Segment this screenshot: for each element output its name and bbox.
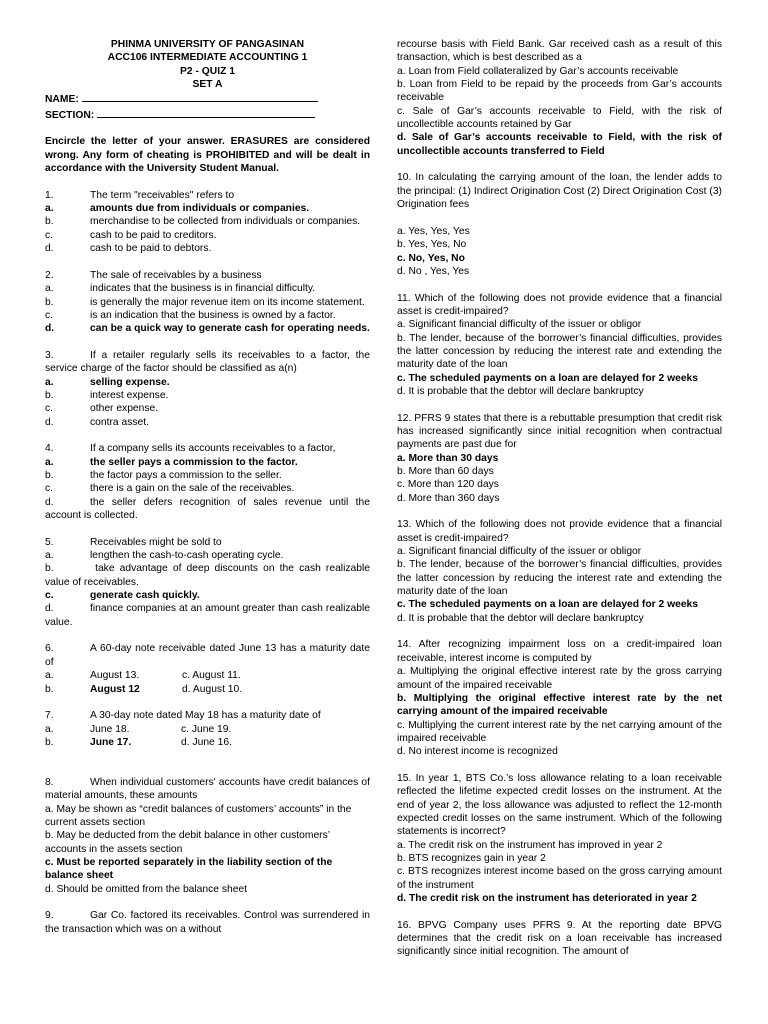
quiz-title: P2 - QUIZ 1 bbox=[180, 65, 235, 77]
question-stem: The term "receivables" refers to bbox=[90, 189, 235, 201]
name-line bbox=[45, 91, 370, 106]
choice-c: c. Multiplying the current interest rate by the net carrying amount of the impaired receivable bbox=[397, 719, 722, 744]
question-3 bbox=[45, 349, 370, 376]
choice-letter: c. bbox=[45, 309, 54, 321]
question-11: 11. Which of the following does not provide evidence that a financial asset is credit-impaired? bbox=[397, 292, 722, 317]
choice-row-ac bbox=[45, 723, 370, 736]
choice-letter: a. bbox=[45, 203, 54, 215]
choice-c: c. More than 120 days bbox=[397, 479, 499, 491]
section-blank bbox=[97, 107, 315, 118]
choice-letter: a. bbox=[45, 670, 54, 682]
choice-b: b. BTS recognizes gain in year 2 bbox=[397, 852, 546, 864]
choice-text: merchandise to be collected from individuals or companies. bbox=[90, 216, 361, 228]
choice-d bbox=[45, 242, 370, 255]
name-label: NAME: bbox=[45, 94, 79, 106]
choice-a bbox=[45, 376, 370, 389]
question-14: 14. After recognizing impairment loss on a credit-impaired loan receivable, interest income is computed by bbox=[397, 639, 722, 664]
choice-letter: d. bbox=[45, 243, 54, 255]
question-2 bbox=[45, 269, 370, 282]
question-number: 8. bbox=[45, 776, 54, 788]
choice-text: cash to be paid to debtors. bbox=[90, 243, 212, 255]
choice-text: the seller pays a commission to the factor. bbox=[90, 456, 298, 468]
choice-letter: d. bbox=[45, 603, 54, 615]
choice-text: generate cash quickly. bbox=[90, 590, 200, 602]
choice-letter: b. bbox=[45, 296, 54, 308]
choice-text: indicates that the business is in financial difficulty. bbox=[90, 283, 316, 295]
choice-d: d. Sale of Gar’s accounts receivable to Field, with the risk of uncollectible accounts transferred to Field bbox=[397, 132, 722, 157]
choice-letter: a. bbox=[45, 550, 54, 562]
question-13: 13. Which of the following does not provide evidence that a financial asset is credit-impaired? bbox=[397, 519, 722, 544]
choice-c bbox=[45, 482, 370, 495]
choice-a: a. Yes, Yes, Yes bbox=[397, 225, 470, 237]
choice-letter: a. bbox=[45, 723, 54, 735]
choice-a: a. Loan from Field collateralized by Gar’s accounts receivable bbox=[397, 65, 679, 77]
choice-text: take advantage of deep discounts on the cash realizable value of receivables. bbox=[45, 563, 370, 588]
choice-letter: c. bbox=[45, 403, 54, 415]
choice-a-text: June 18. bbox=[90, 723, 130, 735]
choice-text: interest expense. bbox=[90, 389, 169, 401]
choice-c: c. BTS recognizes interest income based on the gross carrying amount of the instrument bbox=[397, 866, 722, 891]
question-number: 6. bbox=[45, 643, 54, 655]
section-line bbox=[45, 107, 370, 122]
choice-row-ac bbox=[45, 669, 370, 682]
choice-b bbox=[45, 215, 370, 228]
choice-b: b. More than 60 days bbox=[397, 466, 494, 477]
choice-a bbox=[45, 202, 370, 215]
choice-d: d. It is probable that the debtor will declare bankruptcy bbox=[397, 385, 644, 397]
choice-a-text: August 13. bbox=[90, 670, 140, 682]
question-stem: If a retailer regularly sells its receivables to a factor, the service charge of the factor should be classified as a(n) bbox=[45, 349, 370, 375]
question-stem: The sale of receivables by a business bbox=[90, 269, 262, 281]
choice-text: there is a gain on the sale of the receivables. bbox=[90, 483, 295, 495]
choice-letter: c. bbox=[45, 483, 54, 495]
choice-c: c. Sale of Gar’s accounts receivable to Field, with the risk of uncollectible accounts retained by Gar bbox=[397, 105, 722, 131]
choice-d: d. No , Yes, Yes bbox=[397, 265, 470, 277]
question-7 bbox=[45, 709, 370, 722]
choice-letter: a. bbox=[45, 283, 54, 295]
question-4 bbox=[45, 442, 370, 455]
question-stem: Receivables might be sold to bbox=[90, 536, 222, 548]
choice-b: b. Yes, Yes, No bbox=[397, 239, 467, 251]
choice-letter: b. bbox=[45, 389, 54, 401]
choice-d-text: d. June 16. bbox=[181, 736, 232, 748]
question-number: 3. bbox=[45, 349, 54, 361]
question-5 bbox=[45, 536, 370, 549]
choice-letter: c. bbox=[45, 590, 54, 602]
choice-a: a. May be shown as “credit balances of customers’ accounts” in the current assets section bbox=[45, 803, 352, 828]
question-1 bbox=[45, 189, 370, 202]
choice-c bbox=[45, 309, 370, 322]
choice-b: b. Loan from Field to be repaid by the proceeds from Gar’s accounts receivable bbox=[397, 79, 722, 104]
question-8 bbox=[45, 776, 370, 803]
choice-row-bd bbox=[45, 683, 370, 696]
choice-text: contra asset. bbox=[90, 416, 149, 428]
choice-d bbox=[45, 416, 370, 429]
choice-text: amounts due from individuals or companies. bbox=[90, 203, 310, 215]
choice-letter: b. bbox=[45, 683, 54, 695]
question-number: 4. bbox=[45, 443, 54, 455]
choice-b: b. The lender, because of the borrower’s financial difficulties, provides the latter concession by reducing the interest rate and extending the maturity date of the loan bbox=[397, 332, 722, 371]
question-15: 15. In year 1, BTS Co.’s loss allowance relating to a loan receivable reflected the lifetime expected credit losses on the instrument. At the end of year 2, the loss allowance was adjusted to reflect the 12-month expected credit losses on the same instrument. Which of the following statements is incorrect? bbox=[397, 772, 722, 838]
question-16: 16. BPVG Company uses PFRS 9. At the reporting date BPVG determines that the credit risk on a loan receivable has increased significantly since initial recognition. The amount of bbox=[397, 919, 722, 958]
choice-letter: a. bbox=[45, 376, 54, 388]
choice-d bbox=[45, 496, 370, 523]
choice-text: is generally the major revenue item on its income statement. bbox=[90, 296, 365, 308]
choice-c: c. No, Yes, No bbox=[397, 252, 465, 264]
choice-a bbox=[45, 282, 370, 295]
section-label: SECTION: bbox=[45, 109, 95, 121]
choice-a: a. The credit risk on the instrument has improved in year 2 bbox=[397, 839, 663, 851]
choice-c bbox=[45, 402, 370, 415]
question-6 bbox=[45, 642, 370, 669]
choice-letter: c. bbox=[45, 229, 54, 241]
choice-text: the seller defers recognition of sales revenue until the account is collected. bbox=[45, 496, 370, 522]
question-9 bbox=[45, 909, 370, 936]
choice-d-text: d. August 10. bbox=[182, 683, 243, 695]
question-stem: A 30-day note dated May 18 has a maturity date of bbox=[90, 710, 321, 722]
question-number: 2. bbox=[45, 269, 54, 281]
choice-letter: d. bbox=[45, 496, 54, 508]
choice-c: c. The scheduled payments on a loan are delayed for 2 weeks bbox=[397, 372, 699, 384]
choice-b bbox=[45, 389, 370, 402]
choice-b: b. The lender, because of the borrower’s financial difficulties, provides the latter concession by reducing the interest rate and extending the maturity date of the loan bbox=[397, 559, 722, 598]
choice-a bbox=[45, 549, 370, 562]
choice-c bbox=[45, 229, 370, 242]
question-number: 1. bbox=[45, 189, 54, 201]
choice-text: cash to be paid to creditors. bbox=[90, 229, 217, 241]
choice-row-bd bbox=[45, 736, 370, 749]
choice-b bbox=[45, 296, 370, 309]
question-stem: If a company sells its accounts receivables to a factor, bbox=[90, 443, 336, 455]
right-column bbox=[397, 38, 722, 959]
choice-d: d. Should be omitted from the balance sheet bbox=[45, 883, 248, 895]
choice-letter: b. bbox=[45, 736, 54, 748]
choice-letter: d. bbox=[45, 323, 55, 335]
question-9-continued: recourse basis with Field Bank. Gar received cash as a result of this transaction, which is best described as a bbox=[397, 39, 722, 64]
choice-d: d. The credit risk on the instrument has deteriorated in year 2 bbox=[397, 893, 697, 904]
choice-a: a. Significant financial difficulty of the issuer or obligor bbox=[397, 319, 642, 331]
choice-letter: b. bbox=[45, 563, 54, 575]
choice-a bbox=[45, 456, 370, 469]
choice-text: finance companies at an amount greater than cash realizable value. bbox=[45, 603, 370, 628]
question-number: 5. bbox=[45, 536, 54, 548]
choice-letter: d. bbox=[45, 416, 54, 428]
question-stem: When individual customers' accounts have credit balances of material amounts, these amounts bbox=[45, 776, 370, 802]
choice-text: other expense. bbox=[90, 403, 159, 415]
choice-c: c. The scheduled payments on a loan are delayed for 2 weeks bbox=[397, 599, 699, 611]
question-number: 7. bbox=[45, 710, 54, 722]
name-blank bbox=[82, 91, 318, 102]
set-label: SET A bbox=[192, 79, 223, 91]
course-title: ACC106 INTERMEDIATE ACCOUNTING 1 bbox=[107, 52, 308, 64]
choice-text: selling expense. bbox=[90, 376, 170, 388]
choice-letter: b. bbox=[45, 470, 54, 481]
choice-c bbox=[45, 589, 370, 602]
choice-text: the factor pays a commission to the seller. bbox=[90, 470, 282, 481]
school-name: PHINMA UNIVERSITY OF PANGASINAN bbox=[110, 39, 305, 50]
choice-letter: b. bbox=[45, 216, 54, 228]
choice-c: c. Must be reported separately in the liability section of the balance sheet bbox=[45, 856, 333, 882]
choice-d: d. More than 360 days bbox=[397, 492, 500, 504]
choice-a: a. Multiplying the original effective interest rate by the gross carrying amount of the impaired receivable bbox=[397, 666, 722, 691]
choice-a: a. Significant financial difficulty of the issuer or obligor bbox=[397, 546, 642, 558]
choice-b: b. Multiplying the original effective interest rate by the net carrying amount of the impaired receivable bbox=[397, 692, 722, 718]
question-stem: A 60-day note receivable dated June 13 has a maturity date of bbox=[45, 643, 370, 668]
choice-d: d. It is probable that the debtor will declare bankruptcy bbox=[397, 612, 644, 624]
left-column bbox=[45, 38, 370, 936]
choice-b bbox=[45, 469, 370, 482]
choice-d: d. No interest income is recognized bbox=[397, 746, 558, 758]
question-number: 9. bbox=[45, 910, 54, 922]
choice-b-text: June 17. bbox=[90, 736, 132, 748]
choice-text: is an indication that the business is owned by a factor. bbox=[90, 309, 336, 321]
question-stem: Gar Co. factored its receivables. Control was surrendered in the transaction which was on a without bbox=[45, 910, 370, 935]
choice-text: can be a quick way to generate cash for operating needs. bbox=[90, 323, 370, 335]
question-12: 12. PFRS 9 states that there is a rebuttable presumption that credit risk has increased significantly since initial recognition when contractual payments are past due for bbox=[397, 412, 722, 451]
choice-d bbox=[45, 322, 370, 335]
question-10: 10. In calculating the carrying amount of the loan, the lender adds to the principal: (1) Indirect Origination Cost (2) Direct Origination Cost (3) Origination fees bbox=[397, 172, 722, 211]
choice-b bbox=[45, 562, 370, 589]
choice-d bbox=[45, 602, 370, 629]
choice-c-text: c. June 19. bbox=[181, 723, 232, 735]
choice-c-text: c. August 11. bbox=[182, 670, 241, 682]
choice-b-text: August 12 bbox=[90, 683, 140, 695]
choice-text: lengthen the cash-to-cash operating cycle. bbox=[90, 550, 284, 562]
choice-a: a. More than 30 days bbox=[397, 452, 499, 464]
instructions: Encircle the letter of your answer. ERASURES are considered wrong. Any form of cheating is PROHIBITED and will be dealt in accordance with the University Student Manual. bbox=[45, 136, 370, 175]
choice-letter: a. bbox=[45, 456, 54, 468]
choice-b: b. May be deducted from the debit balance in other customers’ accounts in the assets section bbox=[45, 830, 330, 855]
